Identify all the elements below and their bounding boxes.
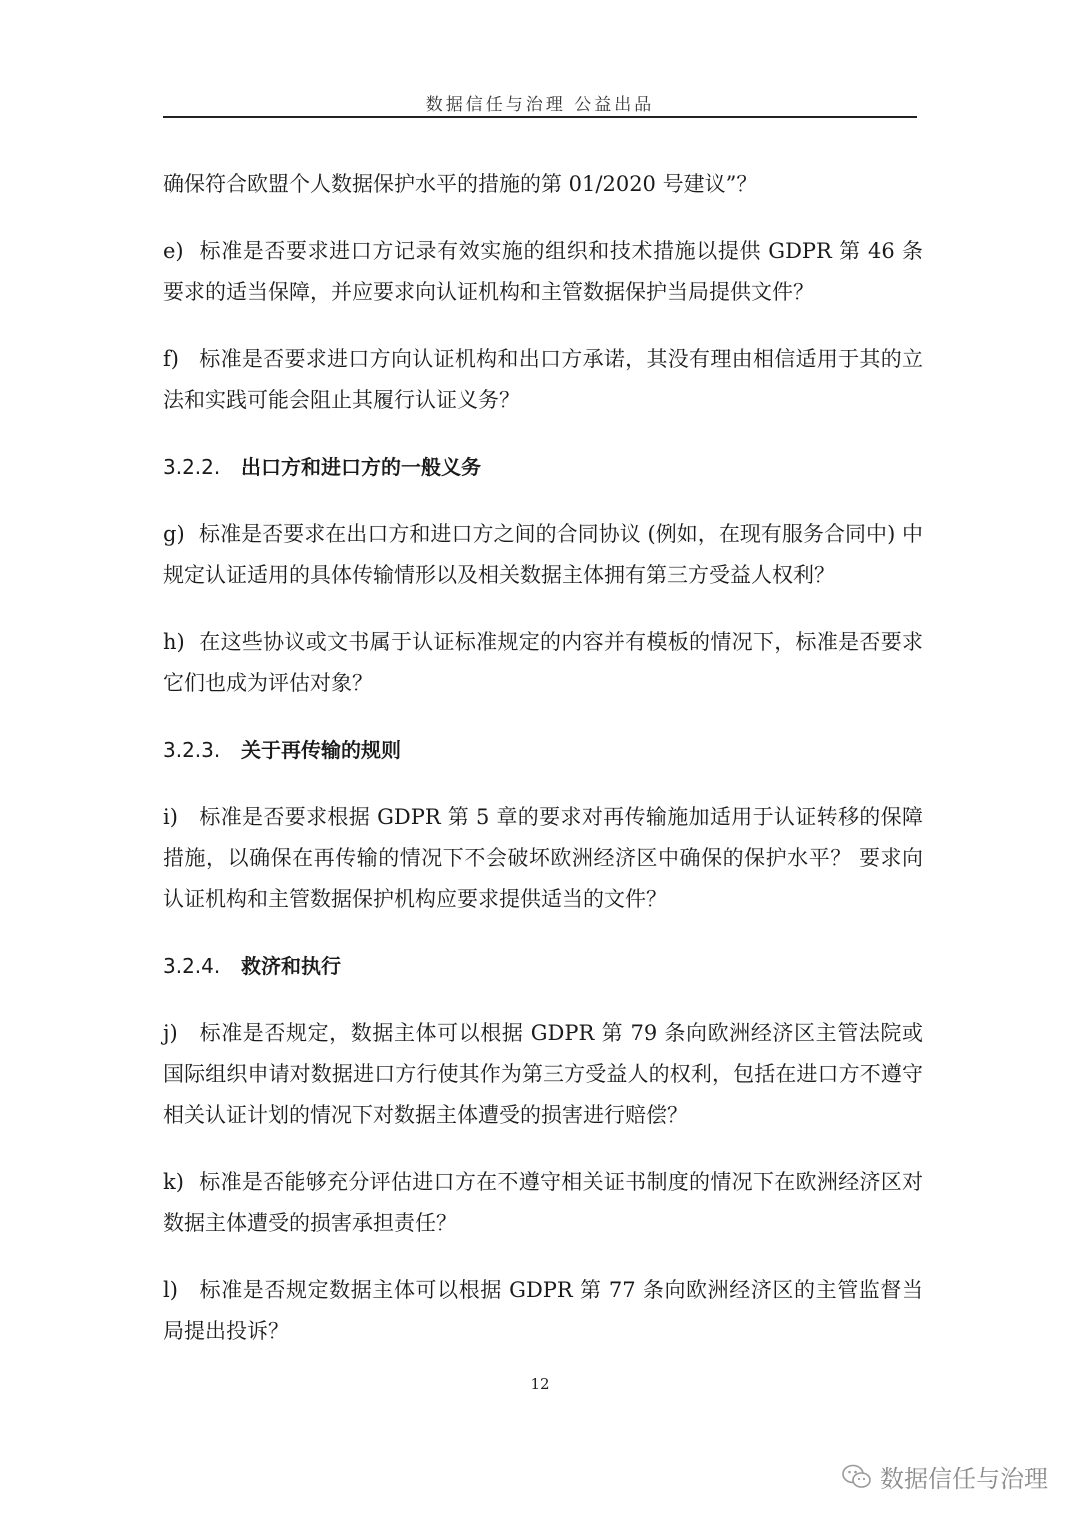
paragraph-text: 标准是否要求在出口方和进口方之间的合同协议 (例如，在现有服务合同中) 中规定认证适用的具体传输情形以及相关数据主体拥有第三方受益人权利？ bbox=[163, 522, 923, 587]
paragraph-text: 标准是否规定数据主体可以根据 GDPR 第 77 条向欧洲经济区的主管监督当局提出投诉？ bbox=[163, 1278, 923, 1343]
watermark-text: 数据信任与治理 bbox=[880, 1465, 1048, 1493]
item-label: f) bbox=[163, 347, 179, 371]
section-heading bbox=[163, 946, 923, 987]
header-rule bbox=[163, 116, 917, 118]
paragraph bbox=[163, 1270, 923, 1352]
section-number: 3.2.2. bbox=[163, 455, 221, 479]
paragraph bbox=[163, 231, 923, 313]
paragraph bbox=[163, 164, 923, 205]
paragraph-text: 标准是否要求进口方记录有效实施的组织和技术措施以提供 GDPR 第 46 条要求的适当保障，并应要求向认证机构和主管数据保护当局提供文件？ bbox=[163, 239, 923, 304]
item-label: h) bbox=[163, 630, 185, 654]
paragraph-text: 标准是否能够充分评估进口方在不遵守相关证书制度的情况下在欧洲经济区对数据主体遭受的损害承担责任？ bbox=[163, 1170, 923, 1235]
section-heading bbox=[163, 730, 923, 771]
item-label: g) bbox=[163, 522, 185, 546]
wechat-icon bbox=[842, 1464, 872, 1490]
item-label: i) bbox=[163, 805, 178, 829]
section-number: 3.2.3. bbox=[163, 738, 221, 762]
item-label: k) bbox=[163, 1170, 184, 1194]
item-label: e) bbox=[163, 239, 184, 263]
section-title: 出口方和进口方的一般义务 bbox=[241, 455, 481, 479]
paragraph-text: 标准是否规定，数据主体可以根据 GDPR 第 79 条向欧洲经济区主管法院或国际组织申请对数据进口方行使其作为第三方受益人的权利，包括在进口方不遵守相关认证计划的情况下对数据主体遭受的损害进行赔偿？ bbox=[163, 1021, 923, 1127]
paragraph bbox=[163, 797, 923, 920]
section-heading bbox=[163, 447, 923, 488]
running-header: 数据信任与治理 公益出品 bbox=[425, 95, 655, 115]
paragraph-text: 标准是否要求根据 GDPR 第 5 章的要求对再传输施加适用于认证转移的保障措施，以确保在再传输的情况下不会破坏欧洲经济区中确保的保护水平？ 要求向认证机构和主管数据保护机构应要求提供适当的文件？ bbox=[163, 805, 923, 911]
paragraph-text: 标准是否要求进口方向认证机构和出口方承诺，其没有理由相信适用于其的立法和实践可能会阻止其履行认证义务？ bbox=[163, 347, 923, 412]
watermark bbox=[842, 1459, 1048, 1494]
paragraph bbox=[163, 339, 923, 421]
item-label: j) bbox=[163, 1021, 178, 1045]
paragraph bbox=[163, 1162, 923, 1244]
item-label: l) bbox=[163, 1278, 178, 1302]
paragraph bbox=[163, 1013, 923, 1136]
paragraph bbox=[163, 622, 923, 704]
paragraph-text: 在这些协议或文书属于认证标准规定的内容并有模板的情况下，标准是否要求它们也成为评估对象？ bbox=[163, 630, 923, 695]
section-number: 3.2.4. bbox=[163, 954, 221, 978]
paragraph-text: 确保符合欧盟个人数据保护水平的措施的第 01/2020 号建议”？ bbox=[163, 172, 758, 196]
page-number: 12 bbox=[530, 1375, 550, 1393]
section-title: 救济和执行 bbox=[241, 954, 341, 978]
paragraph bbox=[163, 514, 923, 596]
section-title: 关于再传输的规则 bbox=[241, 738, 401, 762]
document-body bbox=[163, 164, 923, 1378]
